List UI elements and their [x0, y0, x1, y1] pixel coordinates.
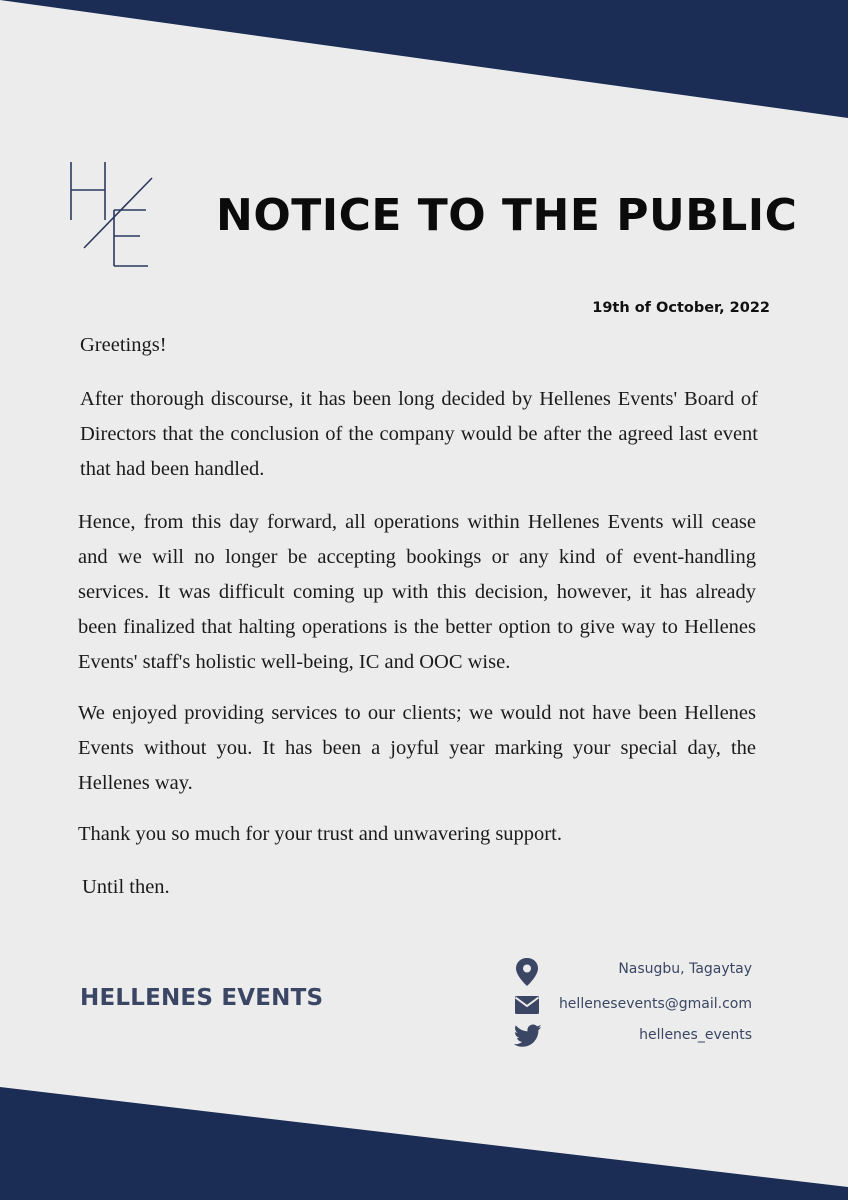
- mail-icon: [514, 995, 540, 1015]
- greeting: Greetings!: [80, 334, 167, 356]
- notice-date: 19th of October, 2022: [592, 300, 770, 316]
- contact-email[interactable]: hellenesevents@gmail.com: [558, 996, 752, 1012]
- monogram-logo: [66, 160, 158, 272]
- paragraph-decision: After thorough discourse, it has been long decided by Hellenes Events' Board of Directors that the conclusion of the company would be after the agreed last event that had been handled.: [80, 388, 758, 480]
- bottom-navy-band: [0, 1087, 848, 1200]
- page-title: NOTICE TO THE PUBLIC: [216, 190, 798, 241]
- twitter-icon: [514, 1024, 542, 1048]
- contact-twitter[interactable]: hellenes_events: [639, 1027, 752, 1043]
- contact-location: Nasugbu, Tagaytay: [618, 961, 752, 977]
- brand-name: HELLENES EVENTS: [80, 985, 324, 1011]
- closing-line: Until then.: [82, 876, 170, 898]
- location-pin-icon: [514, 957, 540, 987]
- top-navy-band: [0, 0, 848, 118]
- paragraph-operations: Hence, from this day forward, all operations within Hellenes Events will cease and we will no longer be accepting bookings or any kind of event-handling services. It was difficult coming up with this decision, however, it has already been finalized that halting operations is the better option to give way to Hellenes Events' staff's holistic well-being, IC and OOC wise.: [78, 511, 756, 673]
- paragraph-thanks: Thank you so much for your trust and unwavering support.: [78, 823, 562, 845]
- paragraph-gratitude: We enjoyed providing services to our clients; we would not have been Hellenes Events without you. It has been a joyful year marking your special day, the Hellenes way.: [78, 702, 756, 794]
